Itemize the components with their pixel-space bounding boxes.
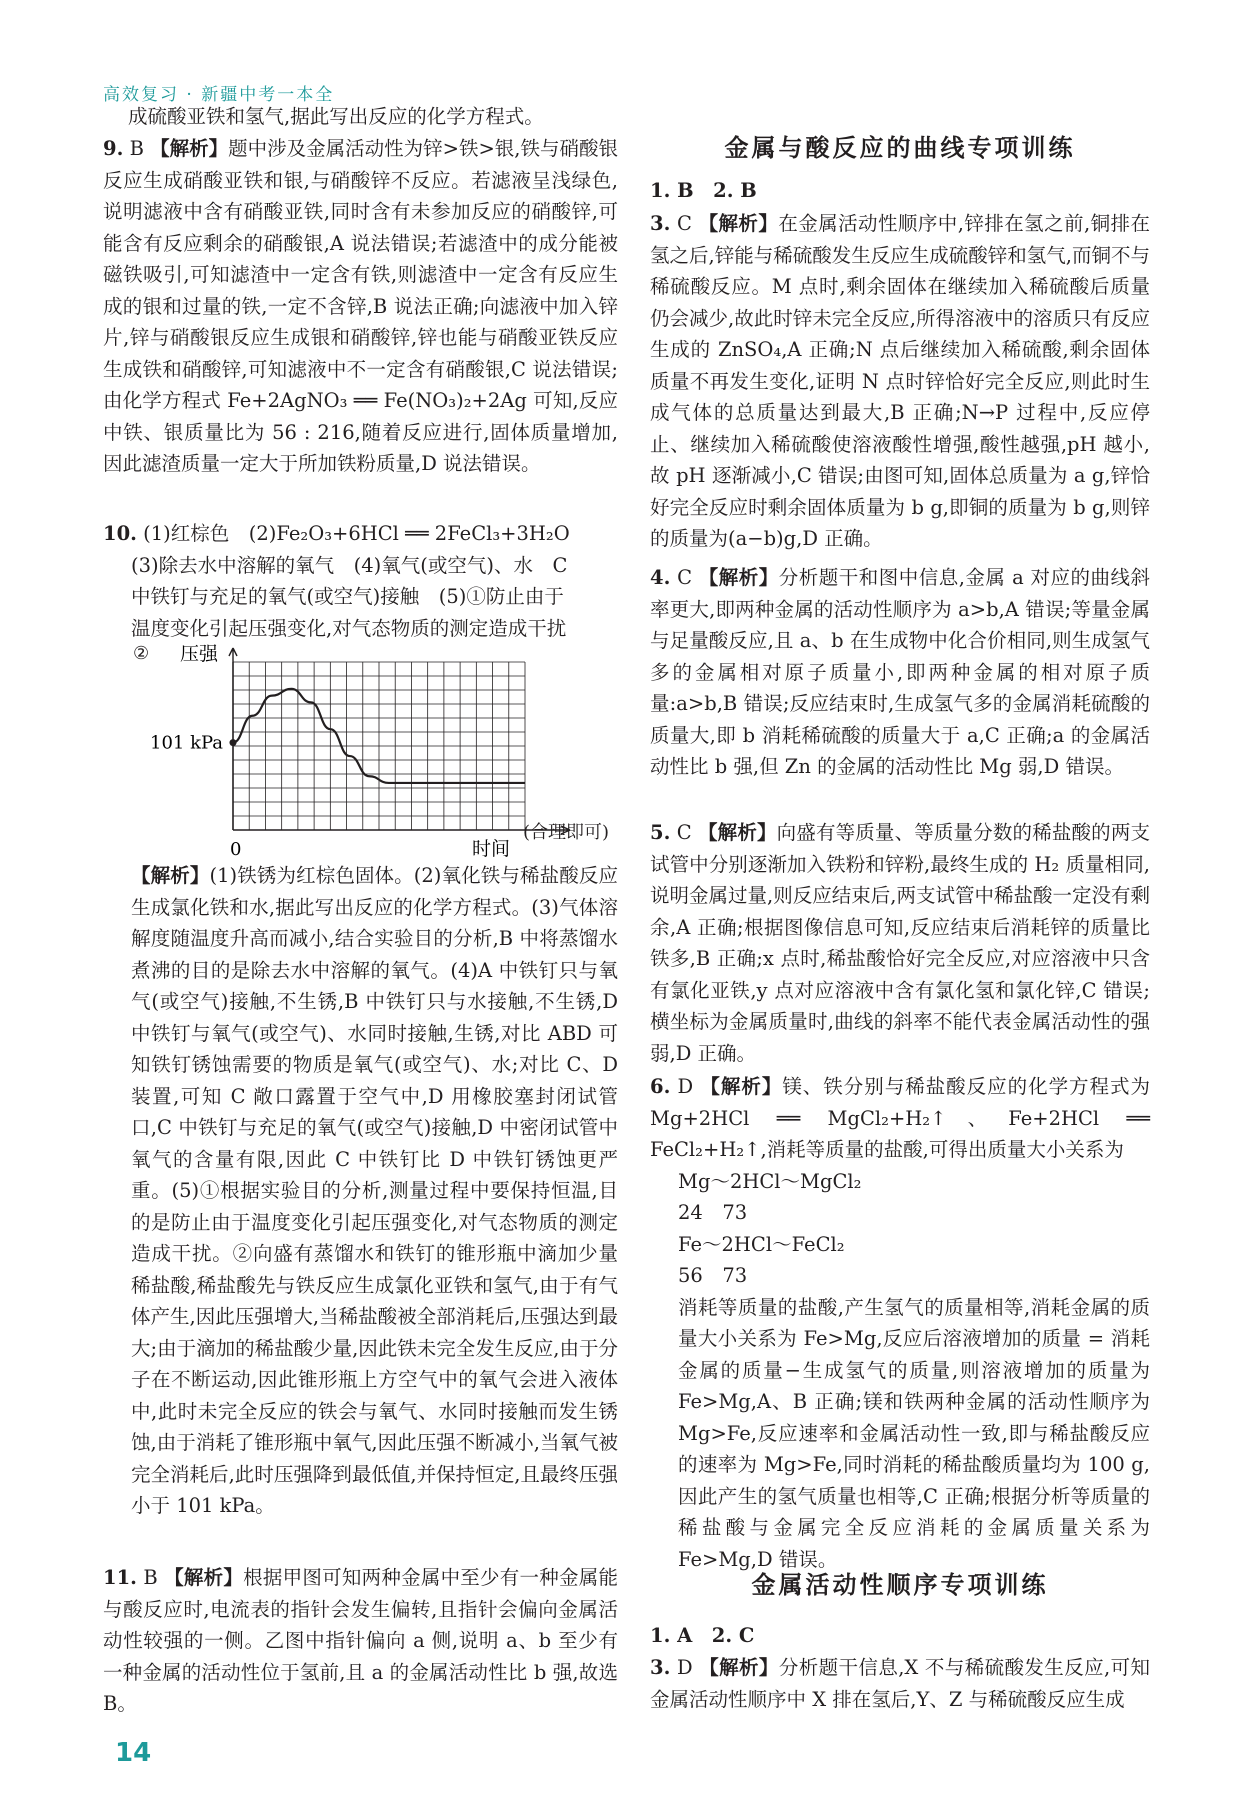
chart-y-label: 压强 xyxy=(180,643,219,665)
curve-start-point xyxy=(230,739,237,746)
q11-tag: 【解析】 xyxy=(164,1566,244,1589)
page-header: 高效复习 · 新疆中考一本全 xyxy=(103,85,335,105)
r3-text: 在金属活动性顺序中,锌排在氢之前,铜排在氢之后,锌能与稀硫酸发生反应生成硫酸锌和氢气,而铜不与稀硫酸反应。M 点时,剩余固体在继续加入稀硫酸后质量仍会减少,故此时锌未完全反应,所得溶液中的溶质只有反应生成的 ZnSO₄,A 正确;N 点后继续加入稀硫酸,剩余固体质量不再发生变化,证明 N 点时锌恰好完全反应,则此时生成气体的总质量达到最大,B 正确;N→P 过程中,反应停止、继续加入稀硫酸使溶液酸性增强,酸性越强,pH 越小,故 pH 逐渐减小,C 错误;由图可知,固体总质量为 a g,锌恰好完全反应时剩余固体质量为 b g,即铜的质量为 b g,则锌的质量为(a−b)g,D 正确。 xyxy=(650,212,1150,550)
chart-y-tick: 101 kPa xyxy=(150,732,224,754)
chart-mark: ② xyxy=(133,643,150,664)
r5-answer: C xyxy=(676,821,692,844)
question-r5 xyxy=(650,817,1150,1069)
question-9 xyxy=(103,133,618,480)
r4-text: 分析题干和图中信息,金属 a 对应的曲线斜率更大,即两种金属的活动性顺序为 a>b,A 错误;等量金属与足量酸反应,且 a、b 在生成物中化合价相同,则生成氢气多的金属相对原子质量小,即两种金属的相对原子质量:a>b,B 错误;反应结束时,生成氢气多的金属消耗硫酸的质量大,即 b 消耗稀硫酸的质量大于 a,C 正确;a 的金属活动性比 b 强,但 Zn 的金属的活动性比 Mg 弱,D 错误。 xyxy=(650,566,1150,778)
q9-text: 题中涉及金属活动性为锌>铁>银,铁与硝酸银反应生成硝酸亚铁和银,与硝酸锌不反应。若滤液呈浅绿色,说明滤液中含有硝酸亚铁,同时含有未参加反应的硝酸锌,可能含有反应剩余的硝酸银,A 说法错误;若滤渣中的成分能被磁铁吸引,可知滤渣中一定含有铁,则滤渣中一定含有反应生成的银和过量的铁,一定不含锌,B 说法正确;向滤液中加入锌片,锌与硝酸银反应生成银和硝酸锌,锌也能与硝酸亚铁反应生成铁和硝酸锌,可知滤液中不一定含有硝酸银,C 说法错误;由化学方程式 Fe+2AgNO₃ ══ Fe(NO₃)₂+2Ag 可知,反应中铁、银质量比为 56 : 216,随着反应进行,固体质量增加,因此滤渣质量一定大于所加铁粉质量,D 说法错误。 xyxy=(103,137,619,475)
r5-number: 5. xyxy=(650,821,671,844)
q11-text: 根据甲图可知两种金属中至少有一种金属能与酸反应时,电流表的指针会发生偏转,且指针会偏向金属活动性较强的一侧。乙图中指针偏向 a 侧,说明 a、b 至少有一种金属的活动性位于氢前,且 a 的金属活动性比 b 强,故选 B。 xyxy=(103,1566,618,1715)
q10-number: 10. xyxy=(103,522,137,545)
r3b-text: 分析题干信息,X 不与稀硫酸发生反应,可知金属活动性顺序中 X 排在氢后,Y、Z 与稀硫酸反应生成 xyxy=(650,1656,1151,1711)
chart-origin-label: 0 xyxy=(230,839,242,860)
q10-line1: (1)红棕色 (2)Fe₂O₃+6HCl ══ 2FeCl₃+3H₂O xyxy=(143,522,570,545)
r6-text2: 消耗等质量的盐酸,产生氢气的质量相等,消耗金属的质量大小关系为 Fe>Mg,反应后溶液增加的质量 = 消耗金属的质量−生成氢气的质量,则溶液增加的质量为 Fe>Mg,A、B 正确;镁和铁两种金属的活动性顺序为 Mg>Fe,反应速率和金属活动性一致,即与稀盐酸反应的速率为 Mg>Fe,同时消耗的稀盐酸质量均为 100 g,因此产生的氢气质量也相等,C 正确;根据分析等质量的稀盐酸与金属完全反应消耗的金属质量关系为 Fe>Mg,D 错误。 xyxy=(678,1295,1150,1571)
r6-text1: 镁、铁分别与稀盐酸反应的化学方程式为 Mg+2HCl ══ MgCl₂+H₂↑、Fe+2HCl ══ FeCl₂+H₂↑,消耗等质量的盐酸,可得出质量大小关系为 xyxy=(650,1075,1150,1161)
r3b-answer: D xyxy=(676,1656,693,1679)
q10-text: (1)铁锈为红棕色固体。(2)氧化铁与稀盐酸反应生成氯化铁和水,据此写出反应的化学方程式。(3)气体溶解度随温度升高而减小,结合实验目的分析,B 中将蒸馏水煮沸的目的是除去水中溶解的氧气。(4)A 中铁钉只与氧气(或空气)接触,不生锈,B 中铁钉只与水接触,不生锈,D 中铁钉与氧气(或空气)、水同时接触,生锈,对比 ABD 可知铁钉锈蚀需要的物质是氧气(或空气)、水;对比 C、D 装置,可知 C 敞口露置于空气中,D 用橡胶塞封闭试管口,C 中铁钉与充足的氧气(或空气)接触,D 中密闭试管中氧气的含量有限,因此 C 中铁钉比 D 中铁钉锈蚀更严重。(5)①根据实验目的分析,测量过程中要保持恒温,目的是防止由于温度变化引起压强变化,对气态物质的测定造成干扰。②向盛有蒸馏水和铁钉的锥形瓶中滴加少量稀盐酸,稀盐酸先与铁反应生成氯化亚铁和氢气,由于有气体产生,因此压强增大,当稀盐酸被全部消耗后,压强达到最大;由于滴加的稀盐酸少量,因此铁未完全发生反应,由于分子在不断运动,因此锥形瓶上方空气中的氧气会进入液体中,此时未完全反应的铁会与氧气、水同时接触而发生锈蚀,由于消耗了锥形瓶中氧气,因此压强不断减小,当氧气被完全消耗后,此时压强降到最低值,并保持恒定,且最终压强小于 101 kPa。 xyxy=(131,864,618,1517)
r5-tag: 【解析】 xyxy=(698,821,777,844)
chart-x-label: 时间 xyxy=(472,838,511,860)
section-title-curve: 金属与酸反应的曲线专项训练 xyxy=(724,133,1076,162)
r6-eq1: Mg～2HCl～MgCl₂ xyxy=(678,1169,862,1193)
r6-eq1-numbers: 24 73 xyxy=(678,1201,748,1224)
question-10-analysis xyxy=(131,860,618,1522)
q11-number: 11. xyxy=(103,1566,137,1589)
chart-grid xyxy=(229,648,570,834)
question-r3b xyxy=(650,1652,1150,1715)
r4-tag: 【解析】 xyxy=(698,566,779,589)
right-answers-1-2-b: 1. A 2. C xyxy=(650,1624,755,1647)
r4-number: 4. xyxy=(650,566,671,589)
r3-answer: C xyxy=(677,212,692,235)
r3-tag: 【解析】 xyxy=(698,212,779,235)
r5-text: 向盛有等质量、等质量分数的稀盐酸的两支试管中分别逐渐加入铁粉和锌粉,最终生成的 H₂ 质量相同,说明金属过量,则反应结束后,两支试管中稀盐酸一定没有剩余,A 正确;根据图像信息可知,反应结束后消耗锌的质量比铁多,B 正确;x 点时,稀盐酸恰好完全反应,对应溶液中只含有氯化亚铁,y 点对应溶液中含有氯化氢和氯化锌,C 错误;横坐标为金属质量时,曲线的斜率不能代表金属活动性的强弱,D 正确。 xyxy=(650,821,1150,1065)
q11-answer: B xyxy=(143,1566,158,1589)
question-r6 xyxy=(650,1071,1150,1575)
r3b-tag: 【解析】 xyxy=(699,1656,779,1679)
question-10 xyxy=(103,518,618,644)
question-r3 xyxy=(650,208,1150,555)
right-answers-1-2: 1. B 2. B xyxy=(650,179,757,202)
section-title-activity: 金属活动性顺序专项训练 xyxy=(751,1570,1049,1599)
r6-number: 6. xyxy=(650,1075,671,1098)
r6-answer: D xyxy=(677,1075,694,1098)
r6-tag: 【解析】 xyxy=(700,1075,783,1098)
r3b-number: 3. xyxy=(650,1656,671,1679)
left-intro: 成硫酸亚铁和氢气,据此写出反应的化学方程式。 xyxy=(128,105,544,128)
q9-number: 9. xyxy=(103,137,124,160)
question-r4 xyxy=(650,562,1150,783)
chart-note: (合理即可) xyxy=(523,822,610,843)
r3-number: 3. xyxy=(650,212,671,235)
q9-answer: B xyxy=(129,137,144,160)
q9-tag: 【解析】 xyxy=(150,137,229,160)
r6-eq2: Fe～2HCl～FeCl₂ xyxy=(678,1232,845,1256)
q10-tag: 【解析】 xyxy=(131,864,210,887)
r6-eq2-numbers: 56 73 xyxy=(678,1264,748,1287)
question-11 xyxy=(103,1562,618,1720)
page-number: 14 xyxy=(115,1738,152,1768)
r4-answer: C xyxy=(677,566,692,589)
q10-line3: 中铁钉与充足的氧气(或空气)接触 (5)①防止由于 xyxy=(131,585,564,608)
q10-line4: 温度变化引起压强变化,对气态物质的测定造成干扰 xyxy=(131,616,567,640)
q10-line2: (3)除去水中溶解的氧气 (4)氧气(或空气)、水 C xyxy=(131,553,568,577)
